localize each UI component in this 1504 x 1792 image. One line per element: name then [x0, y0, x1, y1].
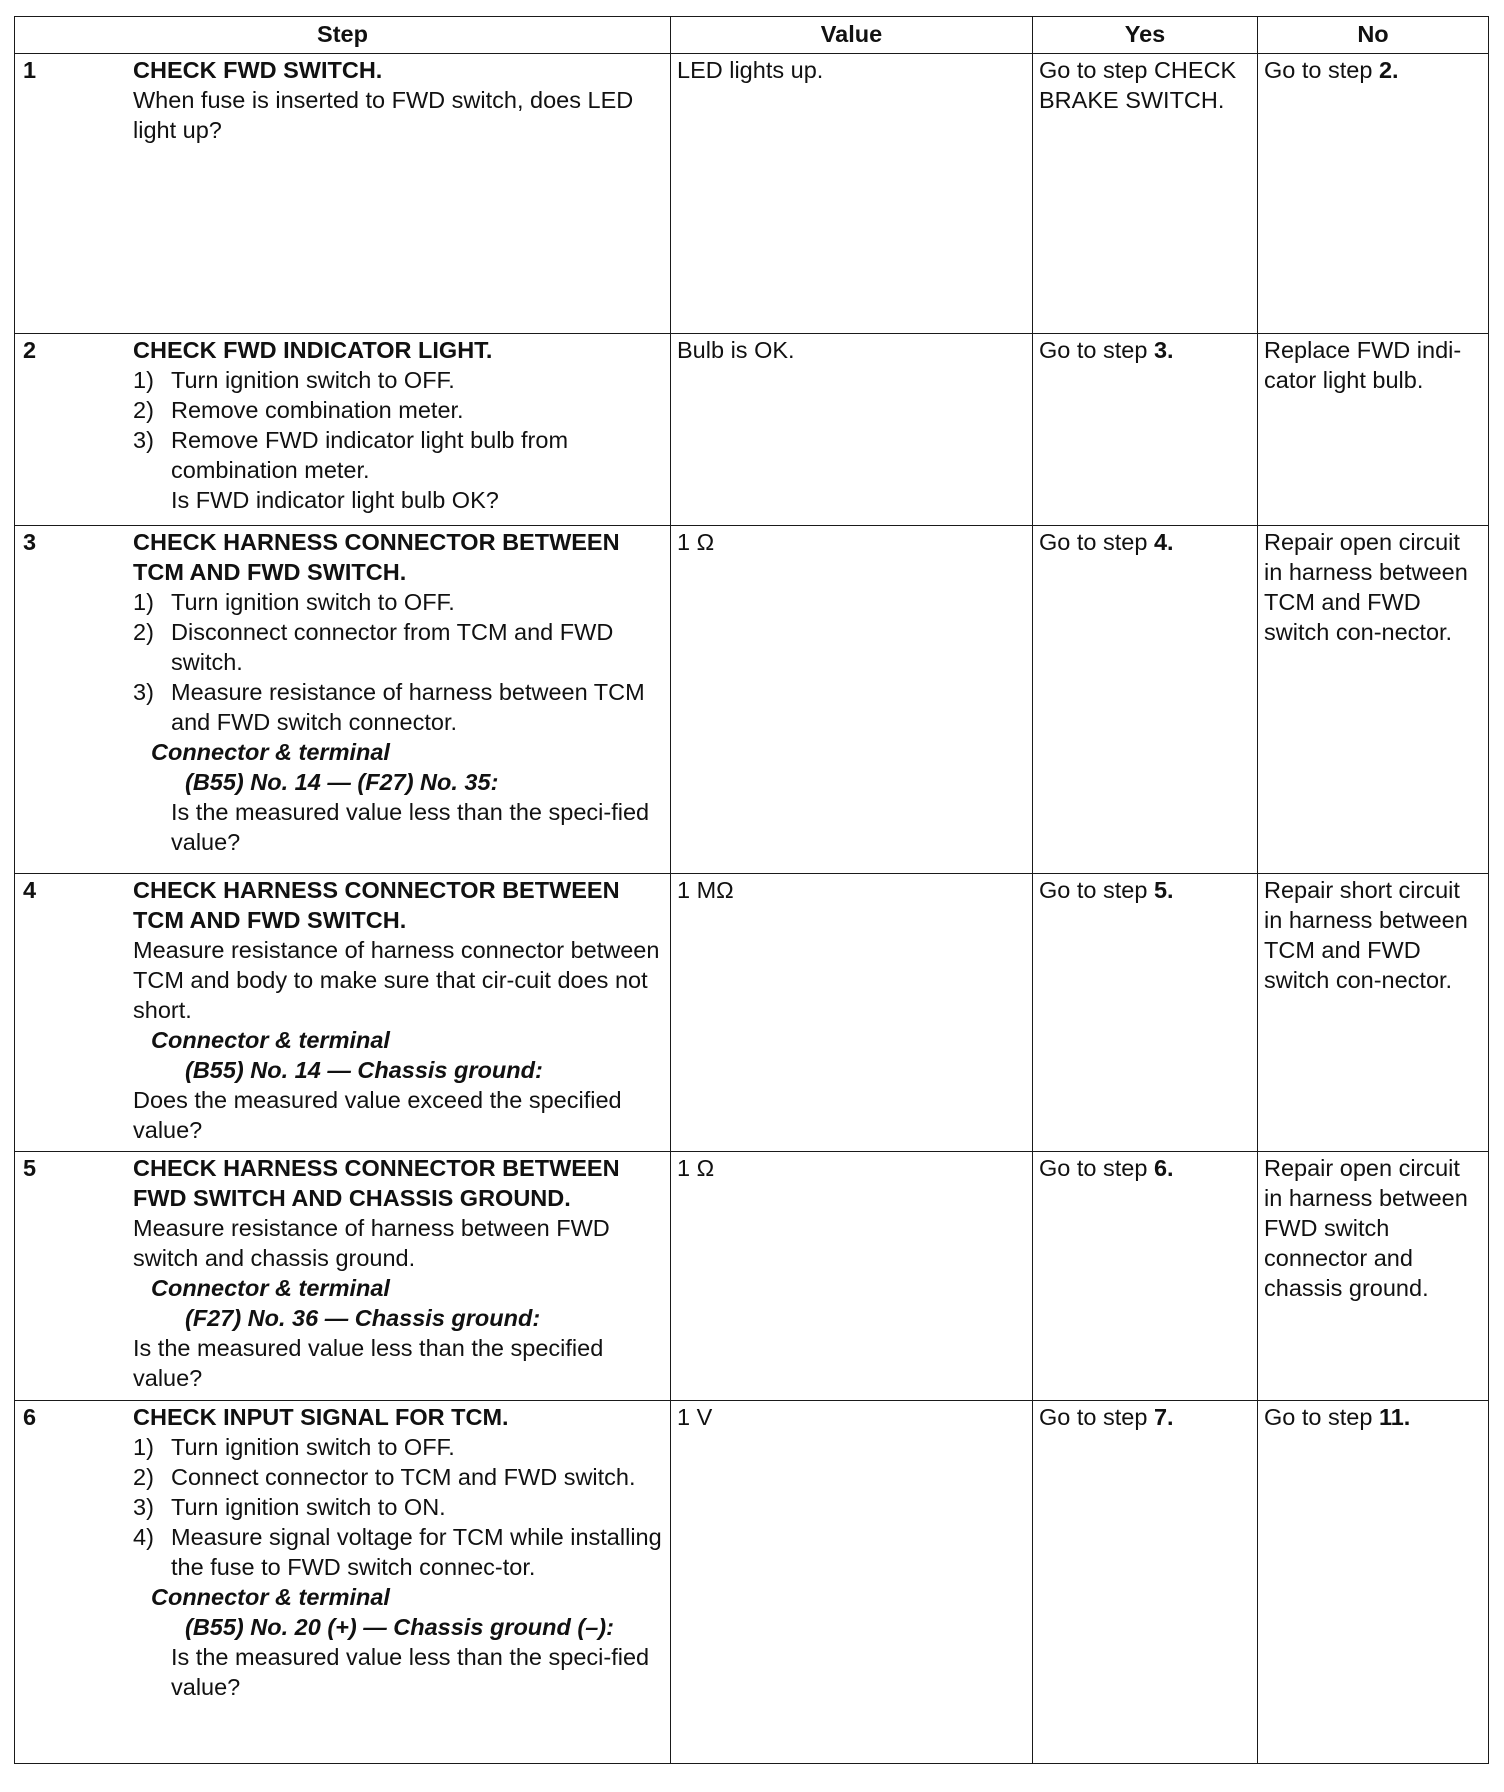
- step-instruction: Measure resistance of harness between FWD switch and chassis ground.: [133, 1215, 610, 1271]
- no-step-link: 11.: [1378, 1404, 1411, 1430]
- connector-label: Connector & terminal: [151, 1275, 390, 1301]
- yes-cell: [1033, 1401, 1258, 1764]
- table-row: [15, 526, 1489, 874]
- step-cell: [15, 526, 671, 874]
- procedure-item: [133, 587, 664, 617]
- procedure-item: [133, 1432, 664, 1462]
- yes-cell: [1033, 874, 1258, 1152]
- item-text: Turn ignition switch to ON.: [171, 1494, 446, 1520]
- no-cell: Repair open circuit in harness between FWD switch connector and chassis ground.: [1258, 1152, 1489, 1401]
- item-text: Turn ignition switch to OFF.: [171, 367, 455, 393]
- procedure-item: [133, 365, 664, 395]
- no-prefix: Go to step: [1264, 1404, 1379, 1430]
- table-row: [15, 874, 1489, 1152]
- procedure-item: [133, 617, 664, 677]
- item-number: 1): [133, 589, 154, 615]
- value-cell: Bulb is OK.: [671, 334, 1033, 526]
- step-number: 5: [23, 1155, 37, 1181]
- yes-step-link: 5.: [1153, 877, 1174, 903]
- table-row: [15, 334, 1489, 526]
- item-text: Measure signal voltage for TCM while installing the fuse to FWD switch connec-tor.: [171, 1524, 662, 1580]
- no-step-link: 2.: [1378, 57, 1399, 83]
- procedure-item: [133, 1462, 664, 1492]
- yes-prefix: Go to step: [1039, 337, 1154, 363]
- yes-prefix: Go to step: [1039, 877, 1154, 903]
- item-text: Turn ignition switch to OFF.: [171, 589, 455, 615]
- header-no: No: [1258, 17, 1489, 54]
- yes-prefix: Go to step: [1039, 1404, 1154, 1430]
- item-text: Remove FWD indicator light bulb from combination meter.: [171, 427, 569, 483]
- step-cell: [15, 1401, 671, 1764]
- step-question: Is FWD indicator light bulb OK?: [171, 487, 499, 513]
- header-step: Step: [15, 17, 671, 54]
- step-number: 3: [23, 529, 37, 555]
- step-instruction: Measure resistance of harness connector between TCM and body to make sure that cir-cuit does not short.: [133, 937, 660, 1023]
- no-cell: [1258, 54, 1489, 334]
- step-question: Is the measured value less than the speci-fied value?: [171, 799, 650, 855]
- step-question: Does the measured value exceed the specified value?: [133, 1087, 622, 1143]
- item-text: Turn ignition switch to OFF.: [171, 1434, 455, 1460]
- table-row: [15, 54, 1489, 334]
- step-title: CHECK HARNESS CONNECTOR BETWEEN FWD SWITCH AND CHASSIS GROUND.: [133, 1155, 620, 1211]
- step-cell: [15, 874, 671, 1152]
- yes-cell: [1033, 1152, 1258, 1401]
- header-yes: Yes: [1033, 17, 1258, 54]
- step-question: When fuse is inserted to FWD switch, does LED light up?: [133, 87, 634, 143]
- value-cell: LED lights up.: [671, 54, 1033, 334]
- connector-terminals: (B55) No. 14 — (F27) No. 35:: [185, 769, 499, 795]
- yes-step-link: 6.: [1153, 1155, 1174, 1181]
- item-text: Disconnect connector from TCM and FWD switch.: [171, 619, 614, 675]
- step-number: 6: [23, 1404, 37, 1430]
- diagnostic-table: [14, 16, 1489, 1764]
- step-title: CHECK HARNESS CONNECTOR BETWEEN TCM AND FWD SWITCH.: [133, 529, 620, 585]
- connector-label: Connector & terminal: [151, 739, 390, 765]
- procedure-item: [133, 395, 664, 425]
- step-number: 1: [23, 57, 37, 83]
- yes-step-link: 3.: [1153, 337, 1174, 363]
- value-cell: 1 Ω: [671, 1152, 1033, 1401]
- value-cell: 1 Ω: [671, 526, 1033, 874]
- yes-cell: [1033, 526, 1258, 874]
- item-text: Measure resistance of harness between TCM and FWD switch connector.: [171, 679, 645, 735]
- procedure-item: [133, 677, 664, 737]
- step-title: CHECK HARNESS CONNECTOR BETWEEN TCM AND FWD SWITCH.: [133, 877, 620, 933]
- yes-cell: Go to step CHECK BRAKE SWITCH.: [1033, 54, 1258, 334]
- yes-prefix: Go to step: [1039, 529, 1154, 555]
- connector-label: Connector & terminal: [151, 1584, 390, 1610]
- no-cell: Repair short circuit in harness between TCM and FWD switch con-nector.: [1258, 874, 1489, 1152]
- step-question: Is the measured value less than the specified value?: [133, 1335, 604, 1391]
- item-number: 1): [133, 367, 154, 393]
- table-row: [15, 1401, 1489, 1764]
- item-number: 3): [133, 427, 154, 453]
- step-title: CHECK INPUT SIGNAL FOR TCM.: [133, 1404, 509, 1430]
- no-cell: [1258, 1401, 1489, 1764]
- item-number: 2): [133, 397, 154, 423]
- step-cell: [15, 54, 671, 334]
- step-title: CHECK FWD INDICATOR LIGHT.: [133, 337, 493, 363]
- step-number: 4: [23, 877, 37, 903]
- no-cell: Replace FWD indi-cator light bulb.: [1258, 334, 1489, 526]
- yes-step-link: 7.: [1153, 1404, 1174, 1430]
- no-cell: Repair open circuit in harness between TCM and FWD switch con-nector.: [1258, 526, 1489, 874]
- item-number: 3): [133, 1494, 154, 1520]
- value-cell: 1 MΩ: [671, 874, 1033, 1152]
- header-row: [15, 17, 1489, 54]
- item-number: 1): [133, 1434, 154, 1460]
- value-cell: 1 V: [671, 1401, 1033, 1764]
- item-number: 4): [133, 1524, 154, 1550]
- header-value: Value: [671, 17, 1033, 54]
- no-prefix: Go to step: [1264, 57, 1379, 83]
- step-question: Is the measured value less than the speci-fied value?: [171, 1644, 650, 1700]
- item-number: 2): [133, 619, 154, 645]
- item-number: 2): [133, 1464, 154, 1490]
- yes-cell: [1033, 334, 1258, 526]
- procedure-item: [133, 1522, 664, 1582]
- item-number: 3): [133, 679, 154, 705]
- table-row: [15, 1152, 1489, 1401]
- step-cell: [15, 1152, 671, 1401]
- connector-terminals: (B55) No. 14 — Chassis ground:: [185, 1057, 543, 1083]
- connector-label: Connector & terminal: [151, 1027, 390, 1053]
- item-text: Remove combination meter.: [171, 397, 464, 423]
- step-title: CHECK FWD SWITCH.: [133, 57, 383, 83]
- connector-terminals: (B55) No. 20 (+) — Chassis ground (–):: [185, 1614, 614, 1640]
- item-text: Connect connector to TCM and FWD switch.: [171, 1464, 636, 1490]
- yes-step-link: 4.: [1153, 529, 1174, 555]
- yes-prefix: Go to step: [1039, 1155, 1154, 1181]
- connector-terminals: (F27) No. 36 — Chassis ground:: [185, 1305, 541, 1331]
- procedure-item: [133, 1492, 664, 1522]
- procedure-item: [133, 425, 664, 485]
- step-number: 2: [23, 337, 37, 363]
- step-cell: [15, 334, 671, 526]
